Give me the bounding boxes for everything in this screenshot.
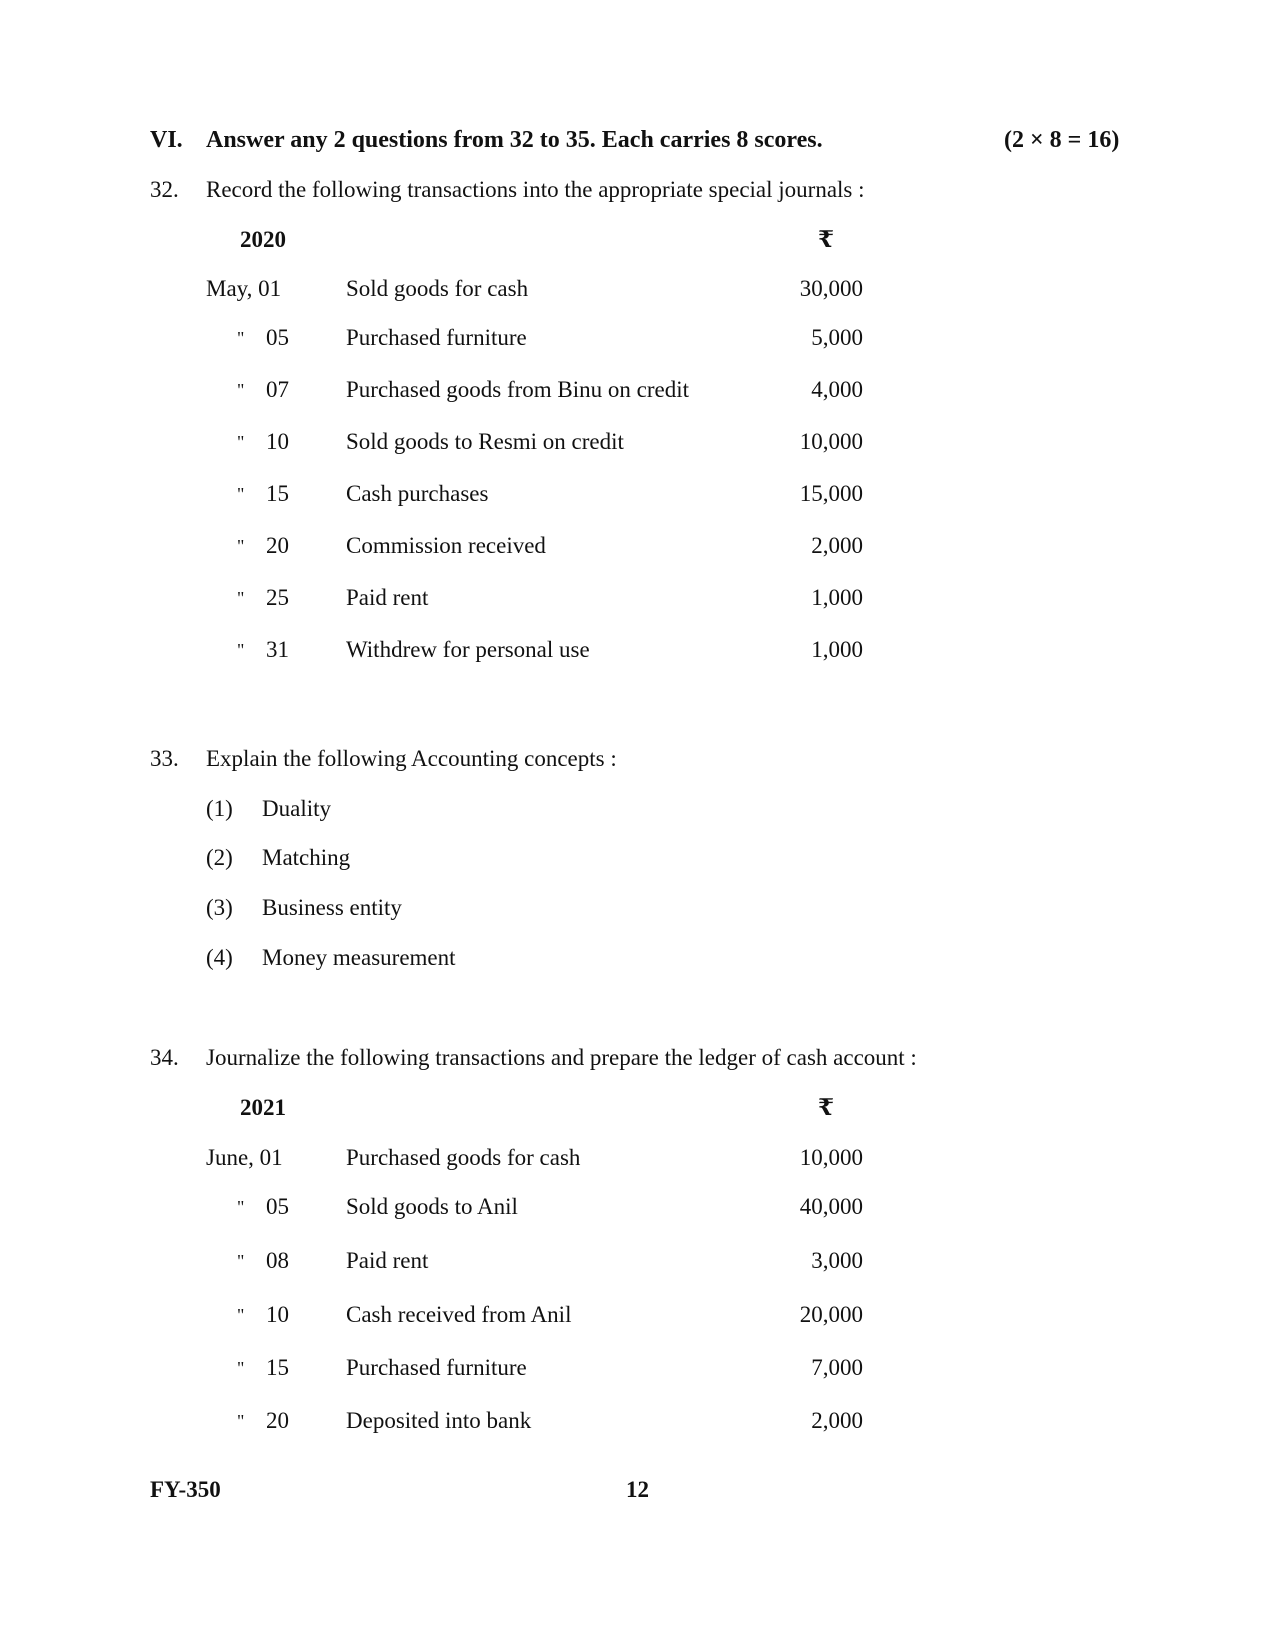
q34-row-day: 10: [266, 1302, 289, 1327]
q32-row-amount: 4,000: [811, 377, 863, 402]
q34-row-amount: 20,000: [799, 1302, 863, 1327]
paper-code: FY-350: [150, 1477, 221, 1502]
question-34-text: Journalize the following transactions and prepare the ledger of cash account :: [206, 1045, 917, 1070]
list-item-number: (4): [206, 945, 233, 970]
section-instruction: Answer any 2 questions from 32 to 35. Each carries 8 scores.: [206, 127, 823, 153]
q34-row-date: June, 01: [206, 1145, 283, 1170]
q34-row-day: 08: [266, 1248, 289, 1273]
q34-row-day: 15: [266, 1355, 289, 1380]
q32-row-amount: 15,000: [799, 481, 863, 506]
q32-currency: ₹: [818, 227, 835, 252]
q32-year: 2020: [240, 227, 286, 252]
q34-row-desc: Purchased goods for cash: [346, 1145, 581, 1170]
question-33-text: Explain the following Accounting concepts :: [206, 746, 617, 771]
list-item: Money measurement: [262, 945, 456, 970]
q34-row-amount: 10,000: [799, 1145, 863, 1170]
page-number: 12: [626, 1477, 649, 1502]
question-34-number: 34.: [150, 1045, 179, 1070]
q32-row-day: 07: [266, 377, 289, 402]
q32-row-amount: 1,000: [811, 585, 863, 610]
q32-row-desc: Cash purchases: [346, 481, 489, 506]
q32-row-amount: 10,000: [799, 429, 863, 454]
q34-row-ditto: ": [237, 1251, 245, 1271]
q32-row-desc: Purchased furniture: [346, 325, 527, 350]
q32-row-day: 31: [266, 637, 289, 662]
section-number: VI.: [150, 127, 183, 153]
q34-row-amount: 40,000: [799, 1194, 863, 1219]
q32-row-day: 25: [266, 585, 289, 610]
q32-row-desc: Sold goods for cash: [346, 276, 529, 301]
list-item: Matching: [262, 845, 351, 870]
q32-row-ditto: ": [237, 484, 245, 504]
q34-row-ditto: ": [237, 1197, 245, 1217]
q34-currency: ₹: [818, 1095, 835, 1120]
q32-row-day: 10: [266, 429, 289, 454]
section-marks: (2 × 8 = 16): [1004, 127, 1120, 153]
q32-row-desc: Withdrew for personal use: [346, 637, 590, 662]
q32-row-ditto: ": [237, 432, 245, 452]
q32-row-amount: 1,000: [811, 637, 863, 662]
q34-year: 2021: [240, 1095, 286, 1120]
q32-row-date: May, 01: [206, 276, 282, 301]
question-32-number: 32.: [150, 177, 179, 202]
list-item-number: (3): [206, 895, 233, 920]
q32-row-amount: 2,000: [811, 533, 863, 558]
q34-row-desc: Deposited into bank: [346, 1408, 532, 1433]
list-item-number: (1): [206, 796, 233, 821]
q32-row-amount: 30,000: [799, 276, 863, 301]
q32-row-amount: 5,000: [811, 325, 863, 350]
q34-row-ditto: ": [237, 1305, 245, 1325]
q32-row-desc: Purchased goods from Binu on credit: [346, 377, 690, 402]
q34-row-desc: Cash received from Anil: [346, 1302, 572, 1327]
q32-row-day: 05: [266, 325, 289, 350]
q32-row-desc: Commission received: [346, 533, 546, 558]
list-item: Duality: [262, 796, 331, 821]
q34-row-desc: Sold goods to Anil: [346, 1194, 518, 1219]
q32-row-ditto: ": [237, 640, 245, 660]
q34-row-day: 05: [266, 1194, 289, 1219]
q34-row-ditto: ": [237, 1358, 245, 1378]
q34-row-desc: Purchased furniture: [346, 1355, 527, 1380]
q32-row-ditto: ": [237, 588, 245, 608]
list-item: Business entity: [262, 895, 402, 920]
question-32-text: Record the following transactions into the appropriate special journals :: [206, 177, 865, 202]
q32-row-day: 15: [266, 481, 289, 506]
q34-row-amount: 2,000: [811, 1408, 863, 1433]
q34-row-ditto: ": [237, 1411, 245, 1431]
q34-row-day: 20: [266, 1408, 289, 1433]
q32-row-ditto: ": [237, 380, 245, 400]
q34-row-amount: 7,000: [811, 1355, 863, 1380]
q32-row-day: 20: [266, 533, 289, 558]
question-33-number: 33.: [150, 746, 179, 771]
q32-row-desc: Sold goods to Resmi on credit: [346, 429, 624, 454]
q32-row-ditto: ": [237, 328, 245, 348]
q34-row-amount: 3,000: [811, 1248, 863, 1273]
q32-row-desc: Paid rent: [346, 585, 429, 610]
q34-row-desc: Paid rent: [346, 1248, 429, 1273]
q32-row-ditto: ": [237, 536, 245, 556]
list-item-number: (2): [206, 845, 233, 870]
